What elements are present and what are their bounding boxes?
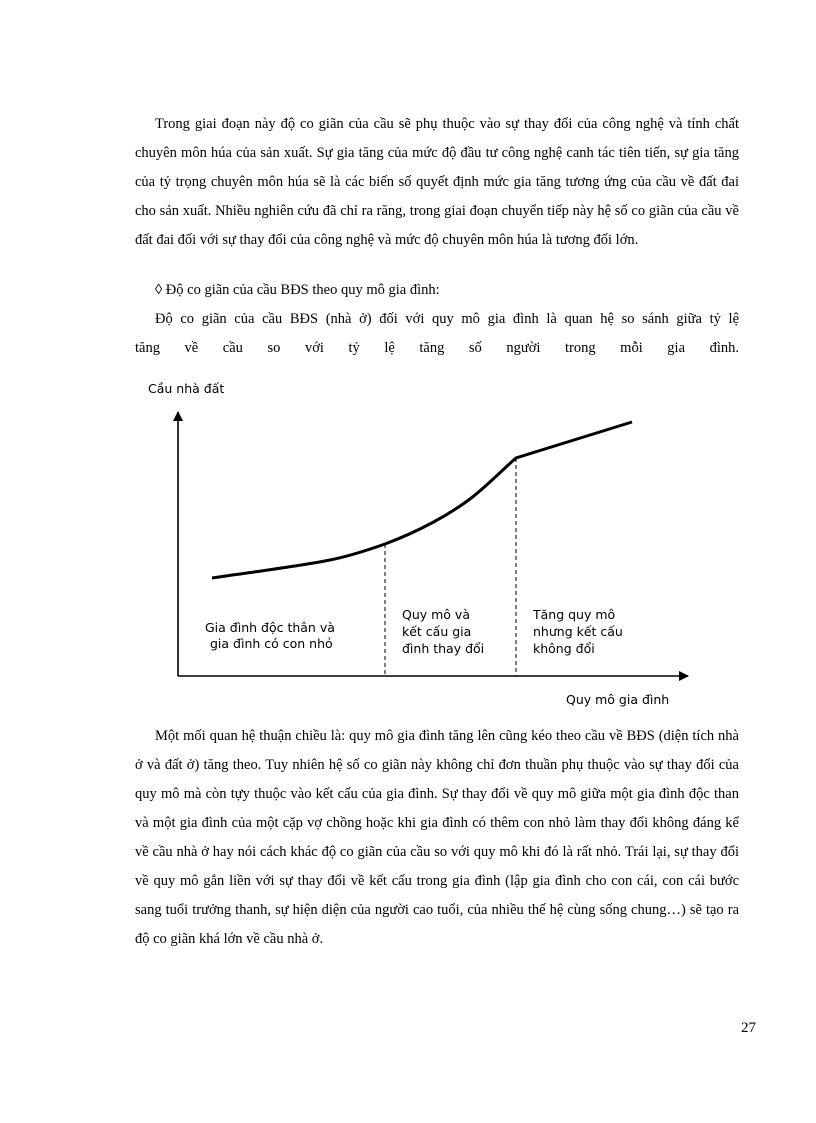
region3-label-line1: Tăng quy mô — [533, 607, 616, 622]
page-number: 27 — [741, 1020, 756, 1036]
section-heading: ◊ Độ co giãn của cầu BĐS theo quy mô gia đình: — [155, 282, 440, 298]
region3-label-line2: nhưng kết cấu — [533, 624, 623, 639]
paragraph-definition-line-2: tăng về cầu so với tỷ lệ tăng số người trong mỗi gia đình. — [135, 340, 739, 356]
paragraph-definition-line-1: Độ co giãn của cầu BĐS (nhà ở) đối với quy mô gia đình là quan hệ so sánh giữa tỷ lệ — [155, 311, 739, 327]
demand-curve — [212, 422, 632, 578]
x-axis-label: Quy mô gia đình — [566, 692, 670, 707]
region1-label-line2: gia đình có con nhỏ — [210, 636, 333, 651]
paragraph-technology-elasticity: Trong giai đoạn này độ co giãn của cầu sẽ phụ thuộc vào sự thay đổi của công nghệ và tính chất chuyên môn húa của sản xuất. Sự gia tăng của mức độ đầu tư công nghệ canh tác tiên tiến, sự gia tăng của tỷ trọng chuyên môn húa sẽ là các biến số quyết định mức gia tăng tương ứng của cầu về đất đai cho sản xuất. Nhiều nghiên cứu đã chỉ ra răng, trong giai đoạn chuyển tiếp này hệ số co giãn của cầu về đất đai đối với sự thay đổi của công nghệ và mức độ chuyên môn húa là tương đối lớn. — [135, 116, 739, 248]
y-axis-label: Cầu nhà đất — [148, 381, 225, 396]
region2-label-line1: Quy mô và — [402, 607, 470, 622]
region3-label-line3: không đổi — [533, 641, 595, 656]
region2-label-line2: kết cấu gia — [402, 624, 472, 639]
region1-label-line1: Gia đình độc thân và — [205, 620, 335, 635]
region2-label-line3: đình thay đổi — [402, 641, 485, 656]
paragraph-family-structure: Một mối quan hệ thuận chiều là: quy mô gia đình tăng lên cũng kéo theo cầu về BĐS (diện tích nhà ở và đất ở) tăng theo. Tuy nhiên hệ số co giãn này không chỉ đơn thuần phụ thuộc vào sự thay đổi của quy mô mà còn tựy thuộc vào kết cấu của gia đình. Sự thay đổi về quy mô giữa một gia đình độc than và một gia đình của một cặp vợ chồng hoặc khi gia đình có thêm con nhỏ làm thay đổi không đáng kể về cầu nhà ở hay nói cách khác độ co giãn của cầu so với quy mô khi đó là rất nhỏ. Trái lại, sự thay đổi về quy mô gắn liền với sự thay đổi về kết cấu trong gia đình (lập gia đình cho con cái, con cái bước sang tuổi trưởng thanh, sự hiện diện của người cao tuổi, của nhiều thế hệ cùng sống chung…) sẽ tạo ra độ co giãn khá lớn về cầu nhà ở. — [135, 728, 739, 947]
